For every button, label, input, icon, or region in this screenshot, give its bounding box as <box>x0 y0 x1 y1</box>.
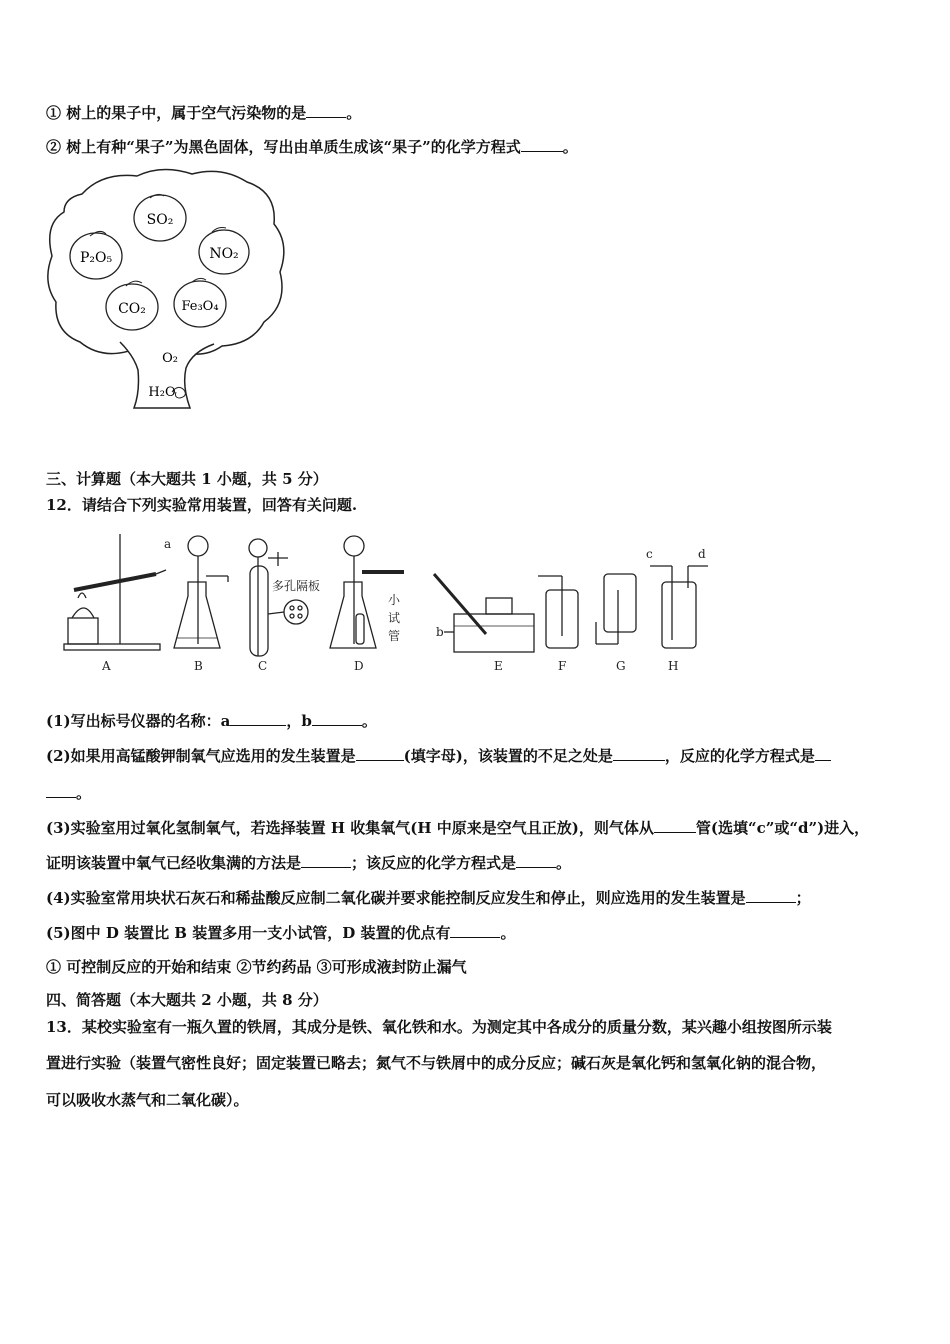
answer-blank[interactable] <box>301 853 351 868</box>
fruit-co2 <box>106 281 158 330</box>
q12-part3: (3)实验室用过氧化氢制氧气，若选择装置 H 收集氧气(H 中原来是空气且正放)，则气体从 管(选填“c”或“d”)进入， <box>46 819 870 837</box>
label-f: F <box>558 659 567 673</box>
svg-text:Fe₃O₄: Fe₃O₄ <box>181 299 219 314</box>
section4-heading: 四、简答题（本大题共 2 小题，共 8 分） <box>46 991 328 1009</box>
label-g: G <box>616 659 626 673</box>
annotation-tube-1: 小 <box>388 593 401 607</box>
svg-text:SO₂: SO₂ <box>146 212 174 228</box>
apparatus-e <box>434 574 534 652</box>
apparatus-f <box>538 576 578 648</box>
apparatus-g <box>596 574 636 644</box>
answer-blank[interactable] <box>815 746 831 761</box>
svg-text:NO₂: NO₂ <box>209 246 239 262</box>
fruit-p2o5 <box>70 231 122 279</box>
answer-blank[interactable] <box>356 746 404 761</box>
annotation-tube-2: 试 <box>388 611 401 625</box>
apparatus-c <box>249 539 308 656</box>
label-d: D <box>354 659 364 673</box>
annotation-plate: 多孔隔板 <box>272 579 321 593</box>
mark-c: c <box>646 547 653 561</box>
q12-part4: (4)实验室常用块状石灰石和稀盐酸反应制二氧化碳并要求能控制反应发生和停止，则应选用的发生装置是 ； <box>46 889 811 907</box>
fruit-fe3o4 <box>174 278 226 327</box>
label-h: H <box>668 659 679 673</box>
label-c: C <box>258 659 268 673</box>
trunk-label-h2o: H₂O <box>148 385 176 400</box>
mark-d: d <box>698 547 706 561</box>
q12-part3-cont: 证明该装置中氧气已经收集满的方法是 ；该反应的化学方程式是 。 <box>46 854 572 872</box>
label-a: A <box>102 659 111 673</box>
answer-blank[interactable] <box>46 783 76 798</box>
q12-part5: (5)图中 D 装置比 B 装置多用一支小试管，D 装置的优点有 。 <box>46 924 516 942</box>
tree-figure <box>42 164 292 414</box>
mark-b: b <box>436 625 444 639</box>
q11-sub2: ② 树上有种“果子”为黑色固体，写出由单质生成该“果子”的化学方程式 。 <box>46 138 578 156</box>
answer-blank[interactable] <box>312 711 362 726</box>
answer-blank[interactable] <box>521 137 563 152</box>
fruit-no2 <box>199 228 249 275</box>
trunk-label-o2: O₂ <box>162 351 178 366</box>
apparatus-a <box>64 534 166 650</box>
answer-blank[interactable] <box>306 103 346 118</box>
answer-blank[interactable] <box>613 746 665 761</box>
q12-part2-cont: 。 <box>46 783 916 803</box>
svg-text:CO₂: CO₂ <box>118 301 146 317</box>
answer-blank[interactable] <box>230 711 286 726</box>
label-b: B <box>194 659 203 673</box>
answer-blank[interactable] <box>654 818 696 833</box>
answer-blank[interactable] <box>450 923 500 938</box>
q13-line3: 可以吸收水蒸气和二氧化碳）。 <box>46 1091 249 1109</box>
svg-text:P₂O₅: P₂O₅ <box>79 250 113 266</box>
annotation-tube-3: 管 <box>388 629 401 643</box>
q12-part5-options: ① 可控制反应的开始和结束 ②节约药品 ③可形成液封防止漏气 <box>46 958 467 976</box>
label-e: E <box>494 659 503 673</box>
answer-blank[interactable] <box>516 853 556 868</box>
fruit-so2 <box>134 194 186 241</box>
q13-line2: 置进行实验（装置气密性良好；固定装置已略去；氮气不与铁屑中的成分反应；碱石灰是氧化钙和氢氧化钠的混合物， <box>46 1054 827 1072</box>
q12-stem: 12．请结合下列实验常用装置，回答有关问题. <box>46 496 358 514</box>
apparatus-b <box>174 536 228 648</box>
answer-blank[interactable] <box>746 888 796 903</box>
section3-heading: 三、计算题（本大题共 1 小题，共 5 分） <box>46 470 328 488</box>
q12-part1: (1)写出标号仪器的名称：a ，b 。 <box>46 712 377 730</box>
mark-a: a <box>164 537 172 551</box>
q11-sub1: ① 树上的果子中，属于空气污染物的是 。 <box>46 104 362 122</box>
q13-line1: 13．某校实验室有一瓶久置的铁屑，其成分是铁、氧化铁和水。为测定其中各成分的质量分数，某兴趣小组按图所示装 <box>46 1018 832 1036</box>
apparatus-figure <box>56 526 726 676</box>
apparatus-h <box>650 566 708 648</box>
q12-part2: (2)如果用高锰酸钾制氧气应选用的发生装置是 (填字母)，该装置的不足之处是 ，反应的化学方程式是 <box>46 746 916 766</box>
